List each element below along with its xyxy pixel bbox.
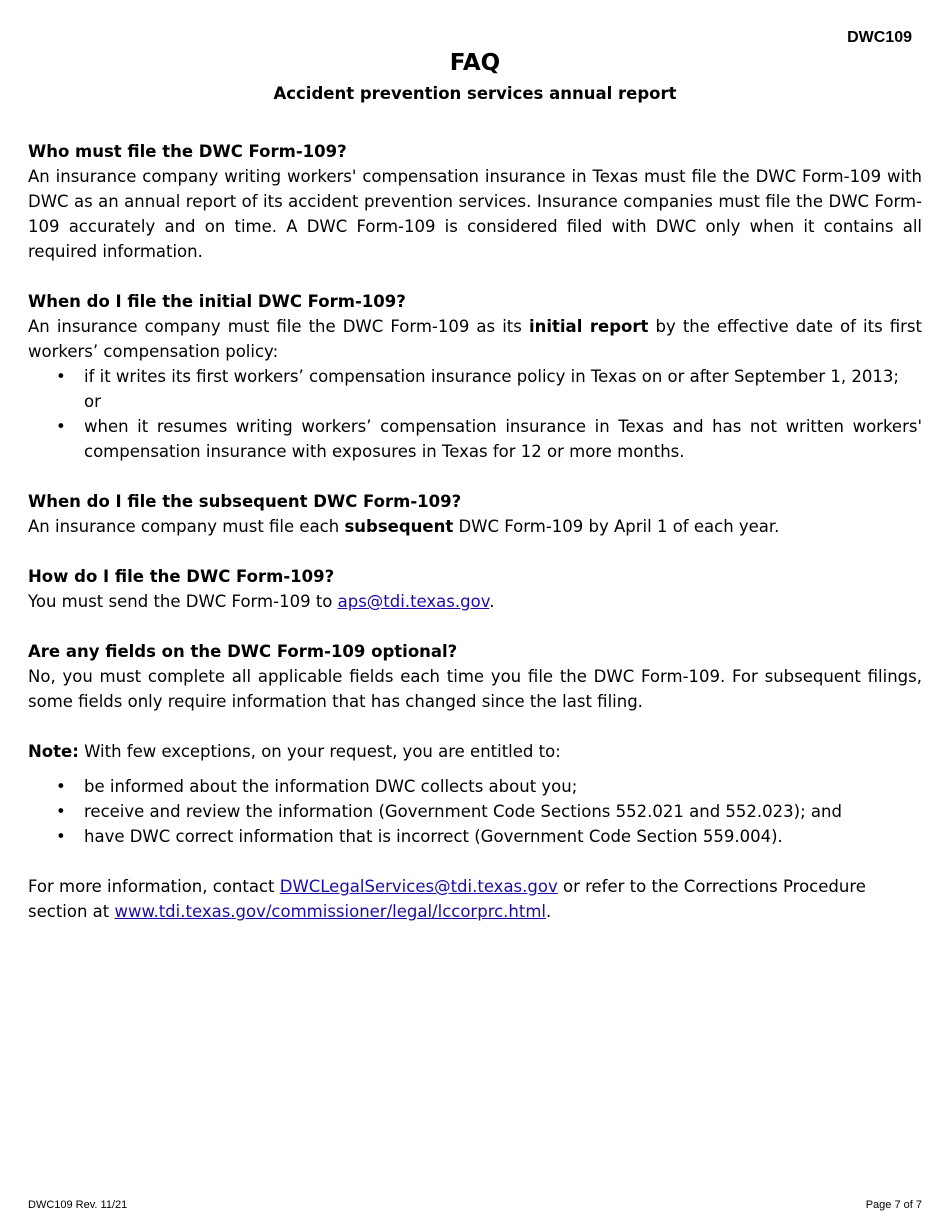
initial-report-emphasis: initial report (528, 317, 649, 336)
answer-subsequent-filing: An insurance company must file each subsequent DWC Form-109 by April 1 of each year. (28, 517, 780, 536)
form-id: DWC109 (847, 29, 912, 46)
footer-page-number: Page 7 of 7 (865, 1199, 922, 1211)
answer-how-to-file: You must send the DWC Form-109 to aps@tdi.texas.gov. (28, 592, 495, 611)
bullet-icon: • (56, 777, 66, 796)
privacy-rights-list (28, 774, 922, 849)
bullet-icon: • (56, 417, 66, 436)
list-item: • be informed about the information DWC collects about you; (28, 774, 922, 799)
note-label: Note: (28, 742, 79, 761)
question-how-to-file: How do I file the DWC Form-109? (28, 567, 335, 586)
privacy-note: Note: With few exceptions, on your request, you are entitled to: (28, 742, 561, 761)
bullet-icon: • (56, 367, 66, 386)
answer-optional-fields: No, you must complete all applicable fields each time you file the DWC Form-109. For subsequent filings, some fields only require information that has changed since the last filing. (28, 667, 922, 711)
corrections-procedure-link[interactable]: www.tdi.texas.gov/commissioner/legal/lccorprc.html (114, 902, 547, 921)
page-title: FAQ (449, 50, 501, 76)
list-item: • receive and review the information (Government Code Sections 552.021 and 552.023); and (28, 799, 922, 824)
question-who-must-file: Who must file the DWC Form-109? (28, 142, 347, 161)
page-subtitle: Accident prevention services annual report (273, 84, 677, 103)
legal-services-email-link[interactable]: DWCLegalServices@tdi.texas.gov (279, 877, 558, 896)
answer-initial-filing: An insurance company must file the DWC Form-109 as its initial report by the effective date of its first workers’ compensation policy: (28, 317, 922, 361)
list-item: • if it writes its first workers’ compensation insurance policy in Texas on or after September 1, 2013; or (28, 364, 922, 414)
question-initial-filing: When do I file the initial DWC Form-109? (28, 292, 406, 311)
bullet-icon: • (56, 802, 66, 821)
question-subsequent-filing: When do I file the subsequent DWC Form-109? (28, 492, 462, 511)
answer-who-must-file: An insurance company writing workers' compensation insurance in Texas must file the DWC Form-109 with DWC as an annual report of its accident prevention services. Insurance companies must file the DWC Form-109 accurately and on time. A DWC Form-109 is considered filed with DWC only when it contains all required information. (28, 167, 922, 261)
more-information: For more information, contact DWCLegalServices@tdi.texas.gov or refer to the Corrections Procedure section at www.tdi.texas.gov/commissioner/legal/lccorprc.html. (28, 877, 866, 921)
list-item: • when it resumes writing workers’ compensation insurance in Texas and has not written workers' compensation insurance with exposures in Texas for 12 or more months. (28, 414, 922, 464)
question-optional-fields: Are any fields on the DWC Form-109 optional? (28, 642, 458, 661)
list-item: • have DWC correct information that is incorrect (Government Code Section 559.004). (28, 824, 922, 849)
initial-filing-conditions (28, 364, 922, 464)
or-connector: or (84, 392, 101, 411)
footer-revision: DWC109 Rev. 11/21 (28, 1199, 128, 1211)
aps-email-link[interactable]: aps@tdi.texas.gov (337, 592, 490, 611)
subsequent-emphasis: subsequent (344, 517, 454, 536)
bullet-icon: • (56, 827, 66, 846)
faq-content (28, 139, 922, 924)
